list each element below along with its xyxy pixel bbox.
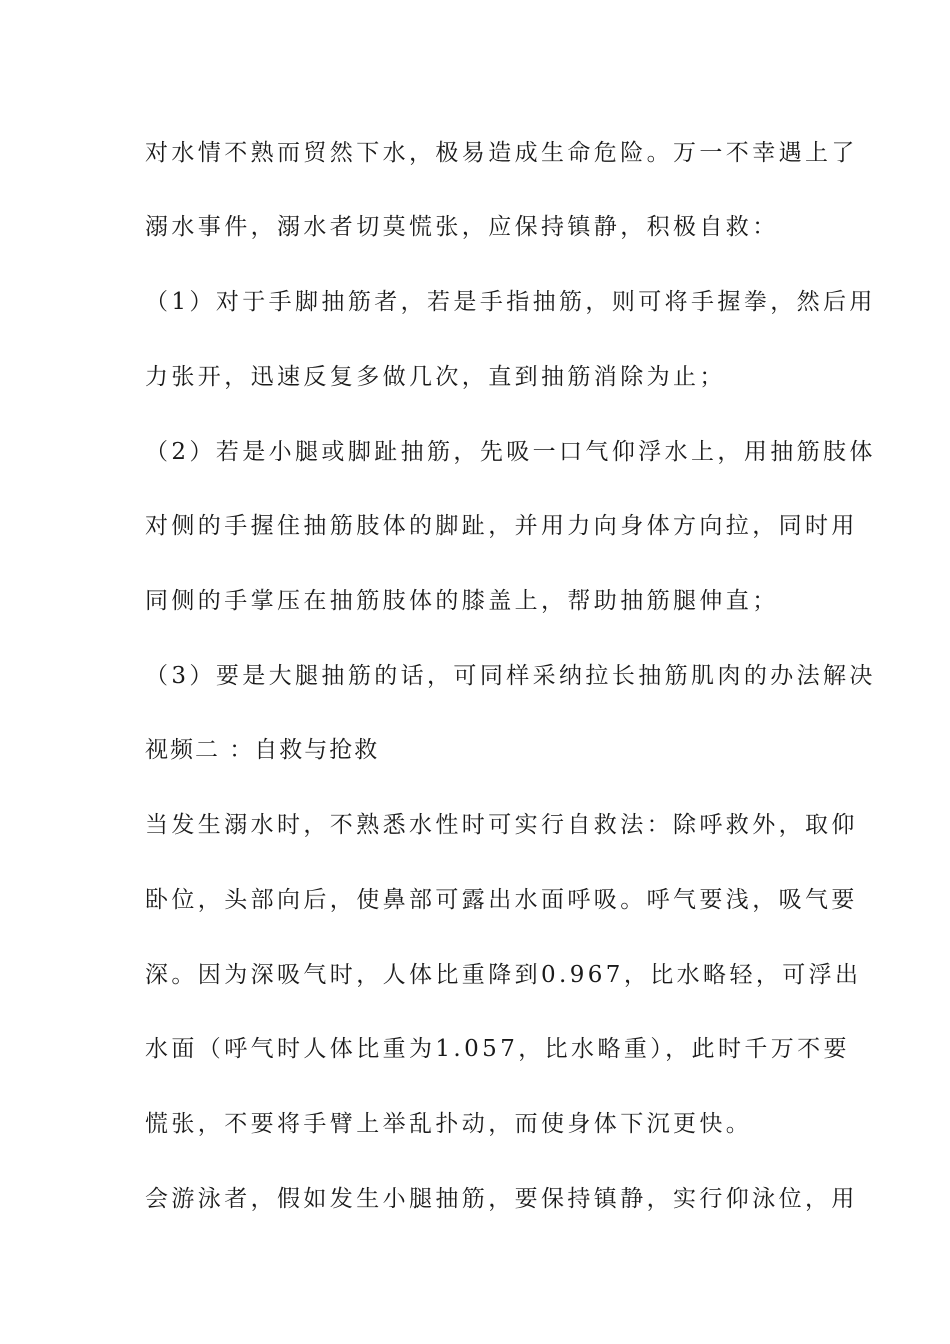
text-line-11: 卧位，头部向后，使鼻部可露出水面呼吸。呼气要浅，吸气要	[145, 887, 858, 913]
text-line-10: 当发生溺水时，不熟悉水性时可实行自救法：除呼救外，取仰	[145, 812, 858, 838]
list-item-2-line-1: （2）若是小腿或脚趾抽筋，先吸一口气仰浮水上，用抽筋肢体	[145, 439, 876, 465]
list-item-3-line-1: （3）要是大腿抽筋的话，可同样采纳拉长抽筋肌肉的办法解决	[145, 663, 876, 689]
text-line-2: 溺水事件，溺水者切莫慌张，应保持镇静，积极自救：	[145, 214, 779, 240]
list-item-2-line-2: 对侧的手握住抽筋肢体的脚趾，并用力向身体方向拉，同时用	[145, 513, 858, 539]
text-line-1: 对水情不熟而贸然下水，极易造成生命危险。万一不幸遇上了	[145, 140, 858, 166]
list-item-1-line-1: （1）对于手脚抽筋者，若是手指抽筋，则可将手握拳，然后用	[145, 289, 876, 315]
text-line-15: 会游泳者，假如发生小腿抽筋，要保持镇静，实行仰泳位，用	[145, 1186, 858, 1212]
list-item-2-line-3: 同侧的手掌压在抽筋肢体的膝盖上，帮助抽筋腿伸直；	[145, 588, 779, 614]
text-line-14: 慌张，不要将手臂上举乱扑动，而使身体下沉更快。	[145, 1111, 753, 1137]
text-line-12: 深。因为深吸气时，人体比重降到0.967，比水略轻，可浮出	[145, 962, 862, 988]
text-line-13: 水面（呼气时人体比重为1.057，比水略重），此时千万不要	[145, 1036, 850, 1062]
section-heading: 视频二 ：自救与抢救	[145, 737, 380, 763]
list-item-1-line-2: 力张开，迅速反复多做几次，直到抽筋消除为止；	[145, 364, 726, 390]
